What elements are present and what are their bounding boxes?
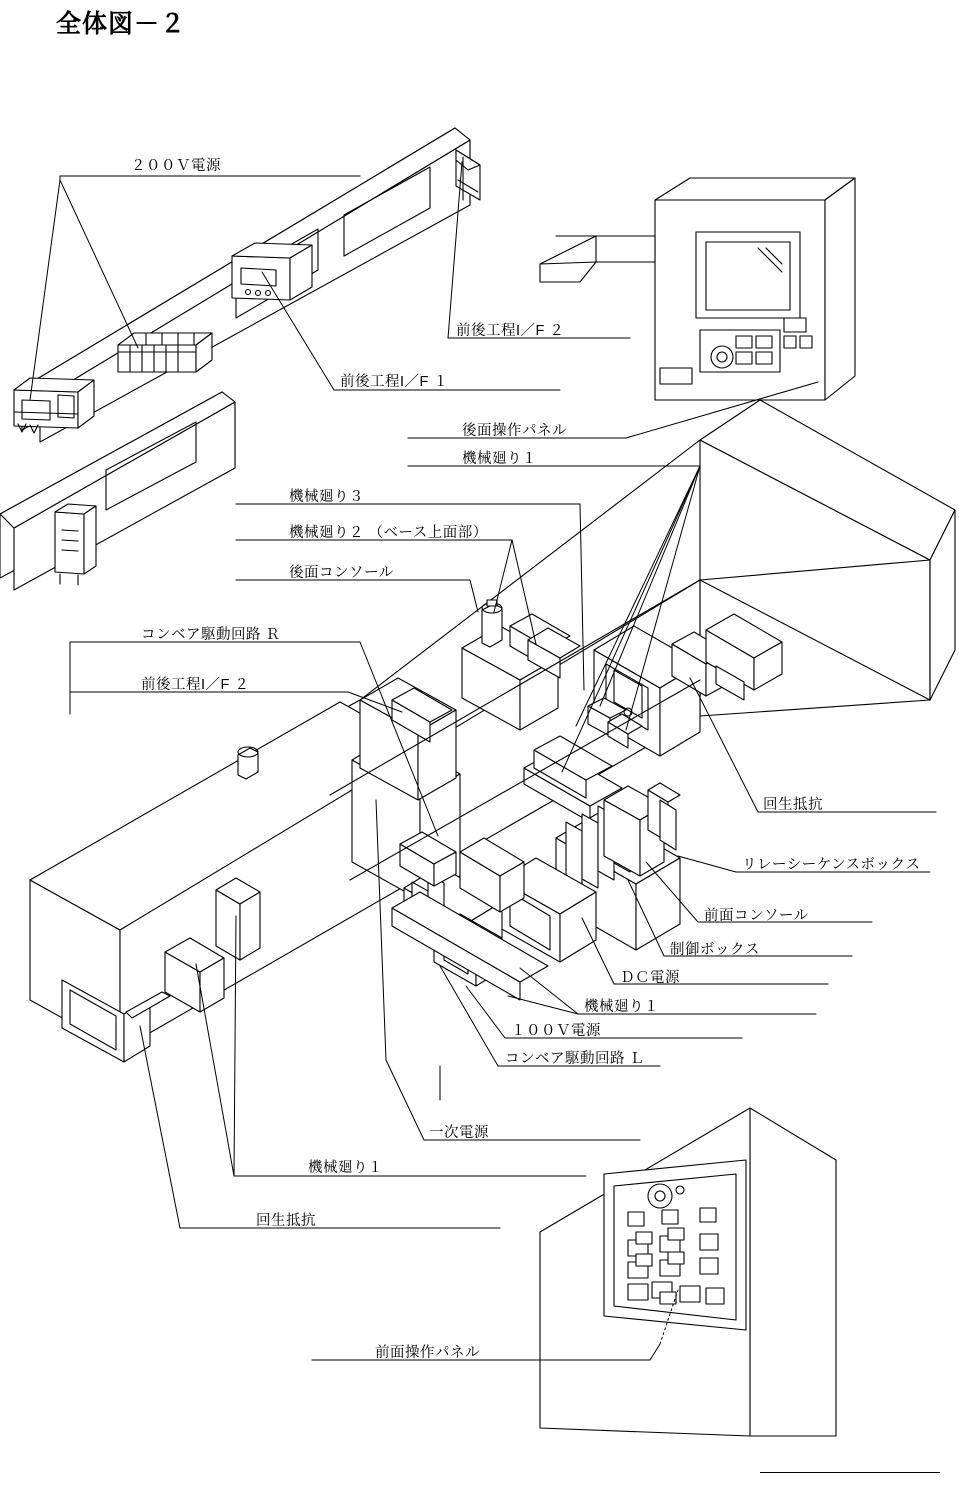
label-relay-sequence-box: リレーシーケンスボックス [742, 857, 921, 873]
label-machine-around-1-bottom: 機械廻り１ [308, 1160, 383, 1176]
rear-rail-assembly [14, 128, 480, 442]
label-rear-console: 後面コンソール [289, 565, 394, 581]
label-regenerative-resistor-right: 回生抵抗 [763, 797, 823, 813]
label-dc-power: ＤＣ電源 [620, 970, 680, 986]
label-machine-around-2: 機械廻り２ （ベース上面部） [289, 525, 488, 541]
rear-operation-panel-unit [540, 178, 855, 400]
label-power-200v: ２００Ｖ電源 [131, 158, 221, 174]
label-front-rear-process-if-1: 前後工程I／F １ [340, 374, 449, 390]
label-machine-around-1-upper: 機械廻り１ [462, 451, 537, 467]
footer-divider [760, 1472, 940, 1473]
label-front-rear-process-if-2-mid: 前後工程I／F ２ [141, 677, 250, 693]
front-operation-panel-unit [540, 1108, 836, 1436]
label-regenerative-resistor-left: 回生抵抗 [256, 1213, 316, 1229]
page-title: 全体図－２ [56, 10, 187, 38]
label-rear-operation-panel: 後面操作パネル [462, 423, 567, 439]
label-machine-around-3: 機械廻り３ [289, 489, 364, 505]
label-conveyor-drive-circuit-r: コンベア駆動回路 Ｒ [141, 627, 281, 643]
label-front-rear-process-if-2-top: 前後工程I／F ２ [456, 323, 565, 339]
label-control-box: 制御ボックス [670, 942, 760, 958]
label-power-100v: １００Ｖ電源 [511, 1023, 601, 1039]
label-primary-power: 一次電源 [429, 1125, 489, 1141]
label-front-operation-panel: 前面操作パネル [375, 1345, 480, 1361]
label-front-console: 前面コンソール [704, 908, 809, 924]
label-conveyor-drive-circuit-l: コンベア駆動回路 Ｌ [505, 1051, 645, 1067]
label-machine-around-1-lower: 機械廻り１ [584, 999, 659, 1015]
